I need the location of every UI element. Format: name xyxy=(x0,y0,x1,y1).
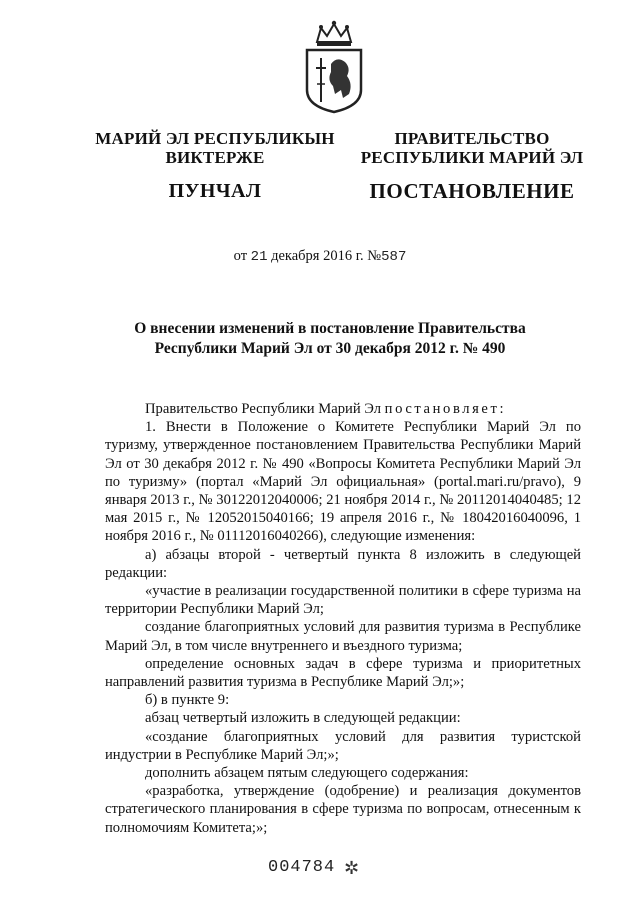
serial-number: 004784 xyxy=(268,858,336,877)
coat-of-arms-mari-el-icon xyxy=(297,18,371,114)
header-right-doc-type: ПОСТАНОВЛЕНИЕ xyxy=(369,179,575,203)
serial-mark-icon: ✲ xyxy=(344,858,360,878)
document-number: 587 xyxy=(381,249,407,265)
title-line2: Республики Марий Эл от 30 декабря 2012 г. № 490 xyxy=(154,340,506,357)
paragraph-a-item1: «участие в реализации государственной политики в сфере туризма на территории Республики Марий Эл; xyxy=(105,583,581,618)
header-left-line1: МАРИЙ ЭЛ РЕСПУБЛИКЫН xyxy=(95,129,335,148)
header-left-doc-type: ПУНЧАЛ xyxy=(168,180,262,202)
intro-text: Правительство Республики Марий Эл xyxy=(145,401,385,417)
paragraph-a-item2: создание благоприятных условий для развития туризма в Республике Марий Эл, в том числе внутреннего и въездного туризма; xyxy=(105,619,581,654)
paragraph-b-item1: абзац четвертый изложить в следующей редакции: xyxy=(145,710,461,727)
header-right-line2: РЕСПУБЛИКИ МАРИЙ ЭЛ xyxy=(360,148,584,167)
title-line1: О внесении изменений в постановление Правительства xyxy=(134,320,526,337)
date-prefix: от xyxy=(233,248,248,264)
date-line xyxy=(0,248,640,265)
document-body xyxy=(105,400,581,837)
date-month-year: декабря 2016 г. № xyxy=(271,248,382,264)
intro-decree-word: постановляет: xyxy=(384,401,507,417)
paragraph-1: 1. Внести в Положение о Комитете Республики Марий Эл по туризму, утвержденное постановлением Правительства Республики Марий Эл от 30 декабря 2012 г. № 490 «Вопросы Комитета Республики Марий Эл по туризму» (портал «Марий Эл официальная» (portal.mari.ru/pravo), 9 января 2013 г., № 30122012040006; 21 ноября 2014 г., № 20112014040485; 12 мая 2015 г., № 12052015040166; 19 апреля 2016 г., № 18042016040096, 1 ноября 2016 г., № 01112016040266), следующие изменения: xyxy=(105,419,581,545)
header-left-line2: ВИКТЕРЖЕ xyxy=(165,148,265,167)
paragraph-a-item3: определение основных задач в сфере туризма и приоритетных направлений развития туризма в Республике Марий Эл;»; xyxy=(105,655,581,691)
intro-paragraph xyxy=(105,400,581,418)
paragraph-a: а) абзацы второй - четвертый пункта 8 изложить в следующей редакции: xyxy=(105,546,581,581)
header-left xyxy=(95,129,335,202)
date-day: 21 xyxy=(250,249,268,265)
paragraph-b-item3: дополнить абзацем пятым следующего содержания: xyxy=(145,765,469,782)
header-right xyxy=(352,129,592,202)
paragraph-b-item4: «разработка, утверждение (одобрение) и реализация документов стратегического планирования в сфере туризма по вопросам, отнесенным к полномочиям Комитета;»; xyxy=(105,783,581,836)
paragraph-b: б) в пункте 9: xyxy=(145,692,230,709)
paragraph-b-item2: «создание благоприятных условий для развития туристской индустрии в Республике Марий Эл;»; xyxy=(105,728,581,763)
document-title xyxy=(90,319,570,359)
header-right-line1: ПРАВИТЕЛЬСТВО xyxy=(394,129,550,148)
